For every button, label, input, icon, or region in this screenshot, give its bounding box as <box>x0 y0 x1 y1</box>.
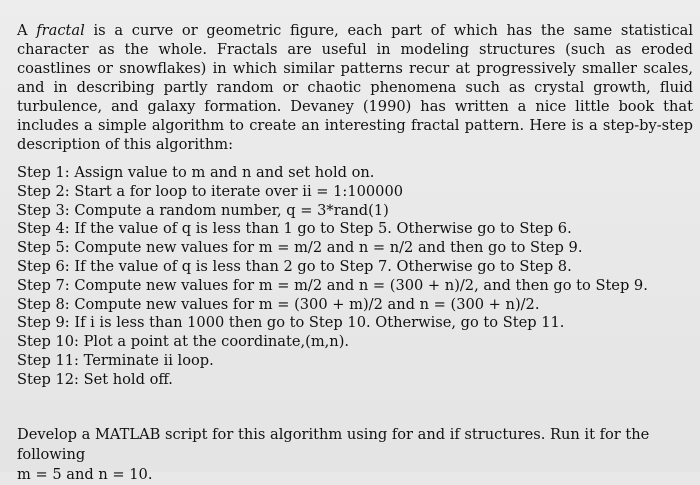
task-line-2: m = 5 and n = 10. <box>17 465 153 483</box>
task-paragraph <box>17 425 693 485</box>
step-item: Step 4: If the value of q is less than 1 go to Step 5. Otherwise go to Step 6. <box>17 220 572 238</box>
intro-paragraph <box>17 21 693 154</box>
step-item: Step 12: Set hold off. <box>17 370 173 388</box>
step-item: Step 6: If the value of q is less than 2 go to Step 7. Otherwise go to Step 8. <box>17 257 572 275</box>
step-item: Step 2: Start a for loop to iterate over ii = 1:100000 <box>17 182 404 200</box>
step-item: Step 9: If i is less than 1000 then go to Step 10. Otherwise, go to Step 11. <box>17 314 565 332</box>
step-item: Step 7: Compute new values for m = m/2 and n = (300 + n)/2, and then go to Step 9. <box>17 276 648 294</box>
step-item: Step 1: Assign value to m and n and set hold on. <box>17 164 375 181</box>
step-item: Step 8: Compute new values for m = (300 + m)/2 and n = (300 + n)/2. <box>17 295 540 313</box>
fractal-term: fractal <box>36 21 85 39</box>
intro-text: is a curve or geometric figure, each part of which has the same statistical character as the whole. Fractals are useful in modeling structures (such as eroded coastlines or snowflakes) in which similar patterns recur at progressively smaller scales, and in describing partly random or chaotic phenomena such as crystal growth, fluid turbulence, and galaxy formation. Devaney (1990) has written a nice little book that includes a simple algorithm to create an interesting fractal pattern. Here is a step-by-step description of this algorithm: <box>17 21 693 153</box>
step-item: Step 10: Plot a point at the coordinate,(m,n). <box>17 333 350 351</box>
algorithm-steps <box>17 164 693 390</box>
task-line-1: Develop a MATLAB script for this algorithm using for and if structures. Run it for the following <box>17 425 650 463</box>
intro-lead: A <box>17 21 37 39</box>
step-item: Step 5: Compute new values for m = m/2 and n = n/2 and then go to Step 9. <box>17 239 583 257</box>
step-item: Step 11: Terminate ii loop. <box>17 351 214 369</box>
step-item: Step 3: Compute a random number, q = 3*rand(1) <box>17 201 389 219</box>
